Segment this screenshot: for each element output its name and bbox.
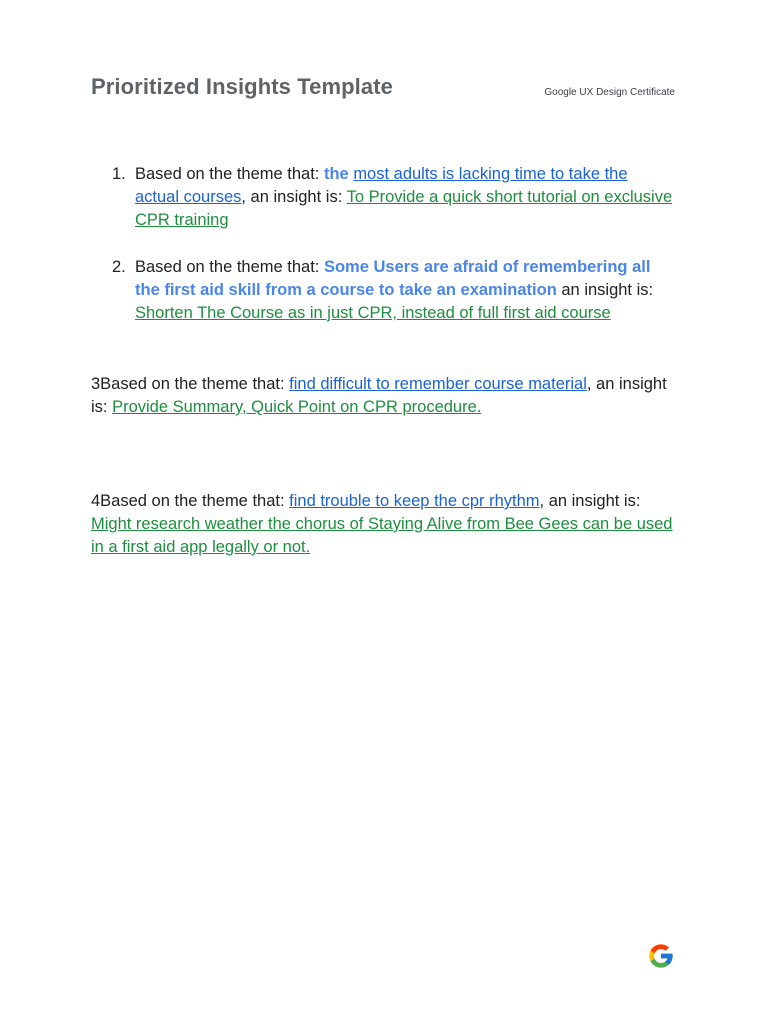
theme-prefix: Based on the theme that: xyxy=(135,165,324,183)
insight-text xyxy=(135,163,673,232)
insight-item-2 xyxy=(112,256,673,325)
insight-item-1 xyxy=(112,163,673,232)
theme-bold-text: the xyxy=(323,165,349,183)
insight-connector: , an insight is: xyxy=(91,375,667,416)
insight-text xyxy=(135,256,673,325)
theme-prefix: Based on the theme that: xyxy=(135,258,324,276)
insights-list xyxy=(91,163,673,559)
insight-link[interactable]: Shorten The Course as in just CPR, instead of full first aid course xyxy=(135,304,611,322)
insight-item-4 xyxy=(91,490,673,559)
insight-connector: an insight is: xyxy=(556,281,654,299)
insight-number: 1. xyxy=(112,165,126,183)
insight-item-3 xyxy=(91,373,673,419)
insight-link[interactable]: Might research weather the chorus of Staying Alive from Bee Gees can be used in a first aid app legally or not. xyxy=(91,515,673,556)
insight-connector: , an insight is: xyxy=(241,188,347,206)
theme-prefix: 4Based on the theme that: xyxy=(91,492,290,510)
insight-link[interactable]: Provide Summary, Quick Point on CPR procedure. xyxy=(112,398,482,416)
theme-link[interactable]: find difficult to remember course material xyxy=(289,375,587,393)
theme-prefix: 3Based on the theme that: xyxy=(91,375,290,393)
theme-link[interactable]: most adults is lacking time to take the actual courses xyxy=(135,165,628,206)
theme-link[interactable]: find trouble to keep the cpr rhythm xyxy=(289,492,540,510)
insight-link[interactable]: To Provide a quick short tutorial on exclusive CPR training xyxy=(135,188,673,229)
insight-number: 2. xyxy=(112,258,126,276)
theme-bold-text: Some Users are afraid of remembering all the first aid skill from a course to take an examination xyxy=(135,258,651,299)
certificate-label: Google UX Design Certificate xyxy=(544,87,675,98)
page-title: Prioritized Insights Template xyxy=(91,74,393,99)
insight-connector: , an insight is: xyxy=(539,492,641,510)
google-g-icon xyxy=(647,942,675,970)
